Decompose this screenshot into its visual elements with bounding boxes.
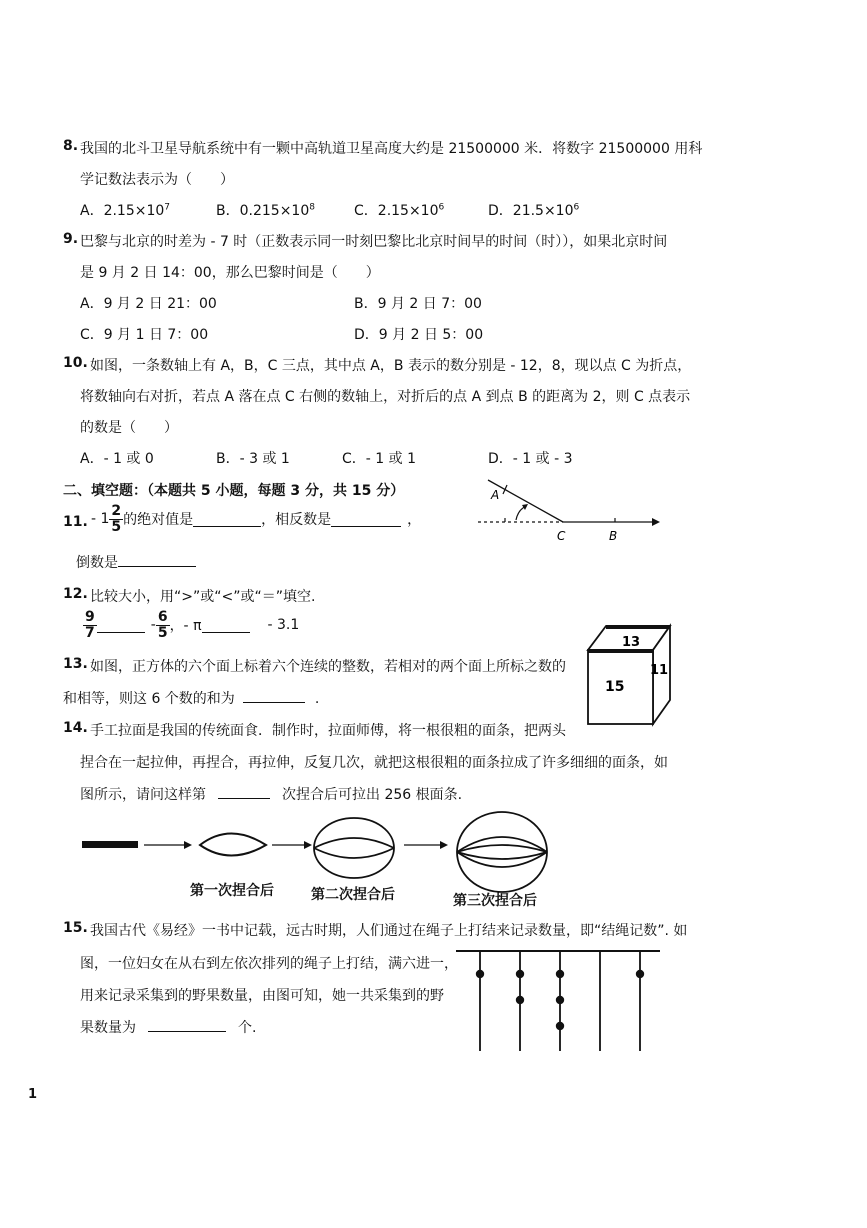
noodle-caption-3: 第三次捏合后 [453,893,537,909]
option-exponent: 8 [309,202,315,213]
option-exponent: 6 [573,202,580,213]
q11-number: 11. [63,514,88,530]
q15-stem-line4 [80,1017,256,1037]
q11-reciprocal-text: 倒数是 [76,555,118,571]
rope-knot [556,1022,564,1030]
fraction-numerator: 2 [111,503,122,519]
option-base: 21.5×10 [512,203,574,219]
q15-text-a: 果数量为 [80,1020,136,1036]
q9-stem-line2: 是 9 月 2 日 14：00，那么巴黎时间是（ ） [80,265,380,281]
q13-stem-line2 [63,688,319,708]
label-point-c: C [557,529,566,543]
rope-knot [556,996,564,1004]
q14-blank[interactable] [218,784,270,799]
section-heading: 二、填空题：（本题共 5 小题，每题 3 分，共 15 分） [63,483,405,499]
number-line-figure [470,474,670,546]
q12-last-value: - 3.1 [267,617,300,634]
q14-stem-line1: 手工拉面是我国的传统面食．制作时，拉面师傅，将一根很粗的面条，把两头 [90,723,566,739]
q13-blank[interactable] [243,688,305,703]
q15-number: 15. [63,920,88,936]
q11-comma: ， [407,512,422,529]
option-base: 2.15×10 [377,203,439,219]
q15-blank[interactable] [148,1017,226,1032]
q8-option-c [354,200,444,220]
q15-stem-line2: 图，一位妇女在从右到左依次排列的绳子上打结，满六进一， [80,956,458,972]
q10-option-b: B．- 3 或 1 [216,451,290,467]
q11-opposite-blank[interactable] [331,512,401,527]
knotted-rope-figure [452,943,664,1055]
q8-option-d [488,200,579,220]
cube-side-number: 11 [650,663,669,678]
q11-abs-blank[interactable] [193,512,261,527]
q8-stem-line2: 学记数法表示为（ ） [80,172,234,188]
q8-stem-line1: 我国的北斗卫星导航系统中有一颗中高轨道卫星高度大约是 21500000 米．将数字 21500000 用科 [80,141,703,157]
fraction-denominator: 5 [111,518,122,535]
fraction-denominator: 7 [85,624,95,641]
thick-noodle [82,841,138,848]
q11-expression [91,504,421,534]
q11-neg: - 1 [91,511,110,528]
tick-on-segment [503,485,507,494]
q12-stem: 比较大小，用“>”或“<”或“＝”填空. [90,589,316,605]
label-point-b: B [609,529,618,543]
q12-expression [83,610,299,640]
option-label: A． [80,203,104,219]
q9-option-d: D．9 月 2 日 5：00 [354,327,484,343]
fold-arrowhead [522,504,528,510]
q11-reciprocal [76,552,196,572]
option-base: 2.15×10 [103,203,165,219]
q13-stem-line1: 如图，正方体的六个面上标着六个连续的整数，若相对的两个面上所标之数的 [90,659,566,675]
noodle-stage-1 [200,834,266,856]
q10-option-d: D．- 1 或 - 3 [488,451,573,467]
option-label: B． [216,203,240,219]
noodle-caption-2: 第二次捏合后 [311,887,395,903]
q10-stem-line3: 的数是（ ） [80,420,178,436]
rope-knot [556,970,564,978]
q8-number: 8. [63,138,79,154]
q9-option-b: B．9 月 2 日 7：00 [354,296,482,312]
q12-pi-text: ，- π [169,618,202,635]
q14-text-b: 次捏合后可拉出 256 根面条. [282,787,463,803]
q12-blank-1[interactable] [97,618,145,633]
axis-arrowhead [652,518,660,526]
q8-option-a [80,200,170,220]
q10-stem-line2: 将数轴向右对折，若点 A 落在点 C 右侧的数轴上，对折后的点 A 到点 B 的距离为 2，则 C 点表示 [80,389,691,405]
option-base: 0.215×10 [239,203,310,219]
q10-stem-line1: 如图，一条数轴上有 A，B，C 三点，其中点 A，B 表示的数分别是 - 12，8，现以点 C 为折点， [90,358,692,374]
q11-reciprocal-blank[interactable] [118,552,196,567]
q15-text-b: 个. [238,1020,257,1036]
rope-knot [516,970,524,978]
noodle-stage-2 [314,818,394,878]
q14-stem-line3 [80,784,462,804]
q8-option-b [216,200,315,220]
fraction-numerator: 9 [85,609,95,625]
arrow-head [440,841,448,849]
noodle-caption-1: 第一次捏合后 [190,883,274,899]
q12-fraction-2 [156,610,170,640]
arrow-head [304,841,312,849]
q10-number: 10. [63,355,88,371]
fraction-denominator: 5 [157,624,168,641]
q9-option-a: A．9 月 2 日 21：00 [80,296,217,312]
q14-number: 14. [63,720,88,736]
q12-fraction-1 [83,610,97,640]
q9-number: 9. [63,231,79,247]
rope-knot [636,970,644,978]
q14-text-a: 图所示，请问这样第 [80,787,206,803]
q12-neg: - [150,617,156,634]
hanging-ropes [476,951,644,1051]
arrow-head [184,841,192,849]
q13-number: 13. [63,656,88,672]
q10-option-c: C．- 1 或 1 [342,451,416,467]
q10-option-a: A．- 1 或 0 [80,451,154,467]
option-exponent: 7 [164,202,171,213]
cube-front-number: 15 [605,679,625,695]
q13-text: 和相等，则这 6 个数的和为 [63,691,235,707]
q14-stem-line2: 捏合在一起拉伸，再捏合，再拉伸，反复几次，就把这根很粗的面条拉成了许多细细的面条，如 [80,755,668,771]
folded-segment [488,480,563,522]
q15-stem-line1: 我国古代《易经》一书中记载，远古时期，人们通过在绳子上打结来记录数量，即“结绳记数”. 如 [90,923,688,939]
option-label: D． [488,203,513,219]
fraction-numerator: 6 [157,609,168,625]
noodle-stage-3 [457,812,547,892]
q11-opposite-text: ，相反数是 [261,512,332,529]
cube-figure [582,622,676,728]
q12-number: 12. [63,586,88,602]
q9-stem-line1: 巴黎与北京的时差为 - 7 时（正数表示同一时刻巴黎比北京时间早的时间（时）），如果北京时间 [80,234,668,250]
label-point-a: A [491,488,500,502]
option-label: C． [354,203,378,219]
rope-knot [476,970,484,978]
q11-fraction [109,504,123,534]
rope-knot [516,996,524,1004]
q9-option-c: C．9 月 1 日 7：00 [80,327,209,343]
page-number: 1 [28,1087,38,1102]
q12-blank-2[interactable] [202,618,250,633]
q13-period: . [314,691,320,707]
q15-stem-line3: 用来记录采集到的野果数量，由图可知，她一共采集到的野 [80,988,444,1004]
cube-top-number: 13 [622,635,641,650]
option-exponent: 6 [438,202,445,213]
q11-abs-text: 的绝对值是 [123,512,194,529]
